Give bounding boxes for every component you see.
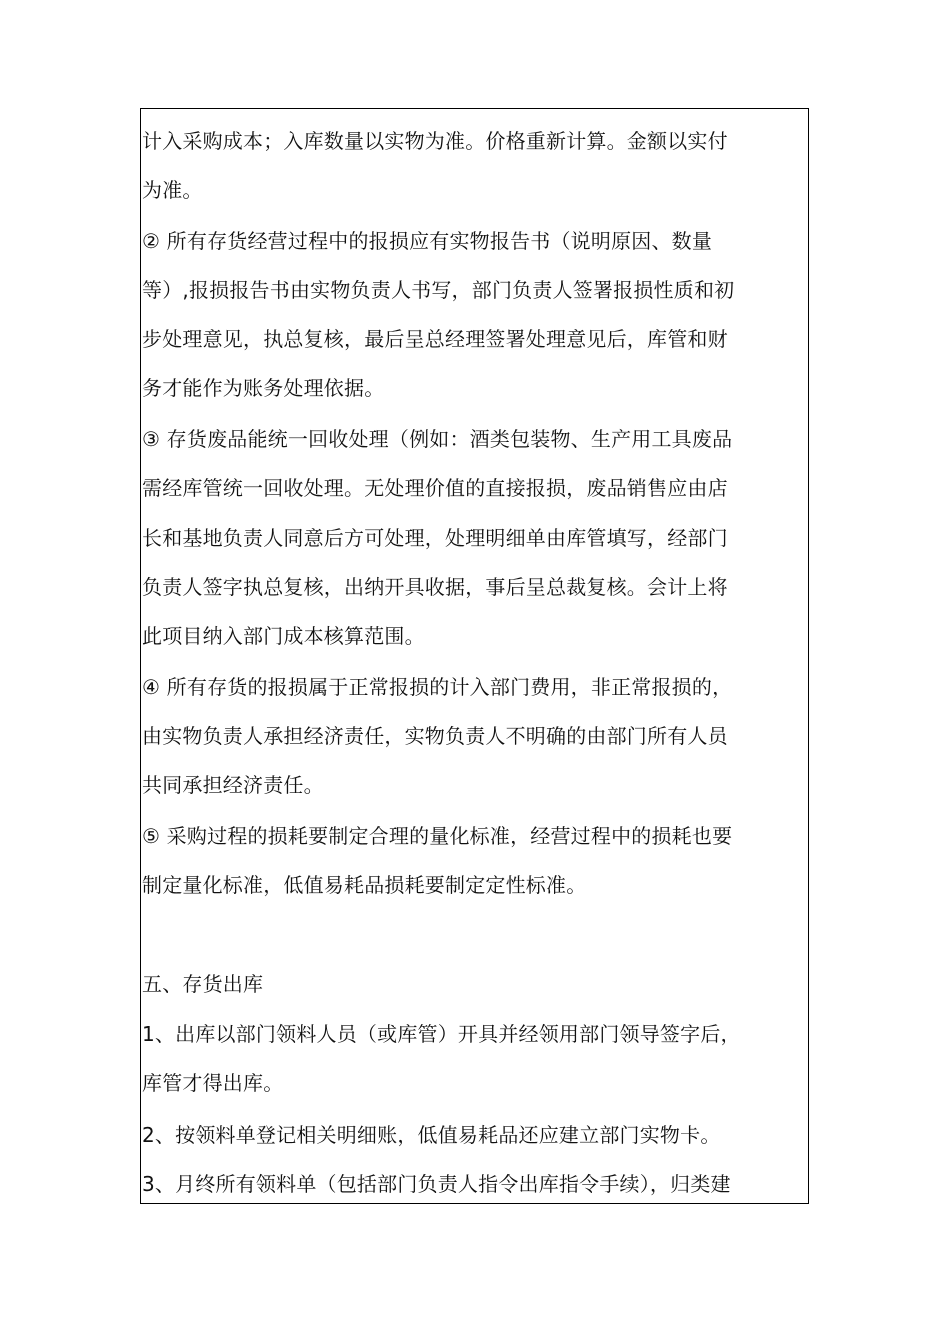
text-line: ⑤ 采购过程的损耗要制定合理的量化标准，经营过程中的损耗也要	[142, 824, 733, 848]
text-line: 为准。	[142, 178, 203, 202]
text-line: 3、月终所有领料单（包括部门负责人指令出库指令手续），归类建	[142, 1172, 731, 1196]
text-line: ④ 所有存货的报损属于正常报损的计入部门费用，非正常报损的，	[142, 675, 733, 699]
text-line: 需经库管统一回收处理。无处理价值的直接报损，废品销售应由店	[142, 476, 728, 500]
text-line: 共同承担经济责任。	[142, 773, 324, 797]
text-line: 长和基地负责人同意后方可处理，处理明细单由库管填写，经部门	[142, 526, 728, 550]
text-line: 2、按领料单登记相关明细账，低值易耗品还应建立部门实物卡。	[142, 1123, 721, 1147]
text-line: 等）,报损报告书由实物负责人书写，部门负责人签署报损性质和初	[142, 278, 735, 302]
text-line: ② 所有存货经营过程中的报损应有实物报告书（说明原因、数量	[142, 229, 713, 253]
text-line: 务才能作为账务处理依据。	[142, 376, 385, 400]
text-line: 步处理意见，执总复核，最后呈总经理签署处理意见后，库管和财	[142, 327, 728, 351]
text-line: 制定量化标准，低值易耗品损耗要制定定性标准。	[142, 873, 587, 897]
text-line: 库管才得出库。	[142, 1071, 284, 1095]
section-heading: 五、存货出库	[142, 972, 264, 996]
text-line: 负责人签字执总复核，出纳开具收据，事后呈总裁复核。会计上将	[142, 575, 728, 599]
text-line: 由实物负责人承担经济责任，实物负责人不明确的由部门所有人员	[142, 724, 728, 748]
text-line: ③ 存货废品能统一回收处理（例如：酒类包装物、生产用工具废品	[142, 427, 733, 451]
text-line: 1、出库以部门领料人员（或库管）开具并经领用部门领导签字后，	[142, 1022, 741, 1046]
text-line: 计入采购成本；入库数量以实物为准。价格重新计算。金额以实付	[142, 129, 728, 153]
text-line: 此项目纳入部门成本核算范围。	[142, 624, 425, 648]
